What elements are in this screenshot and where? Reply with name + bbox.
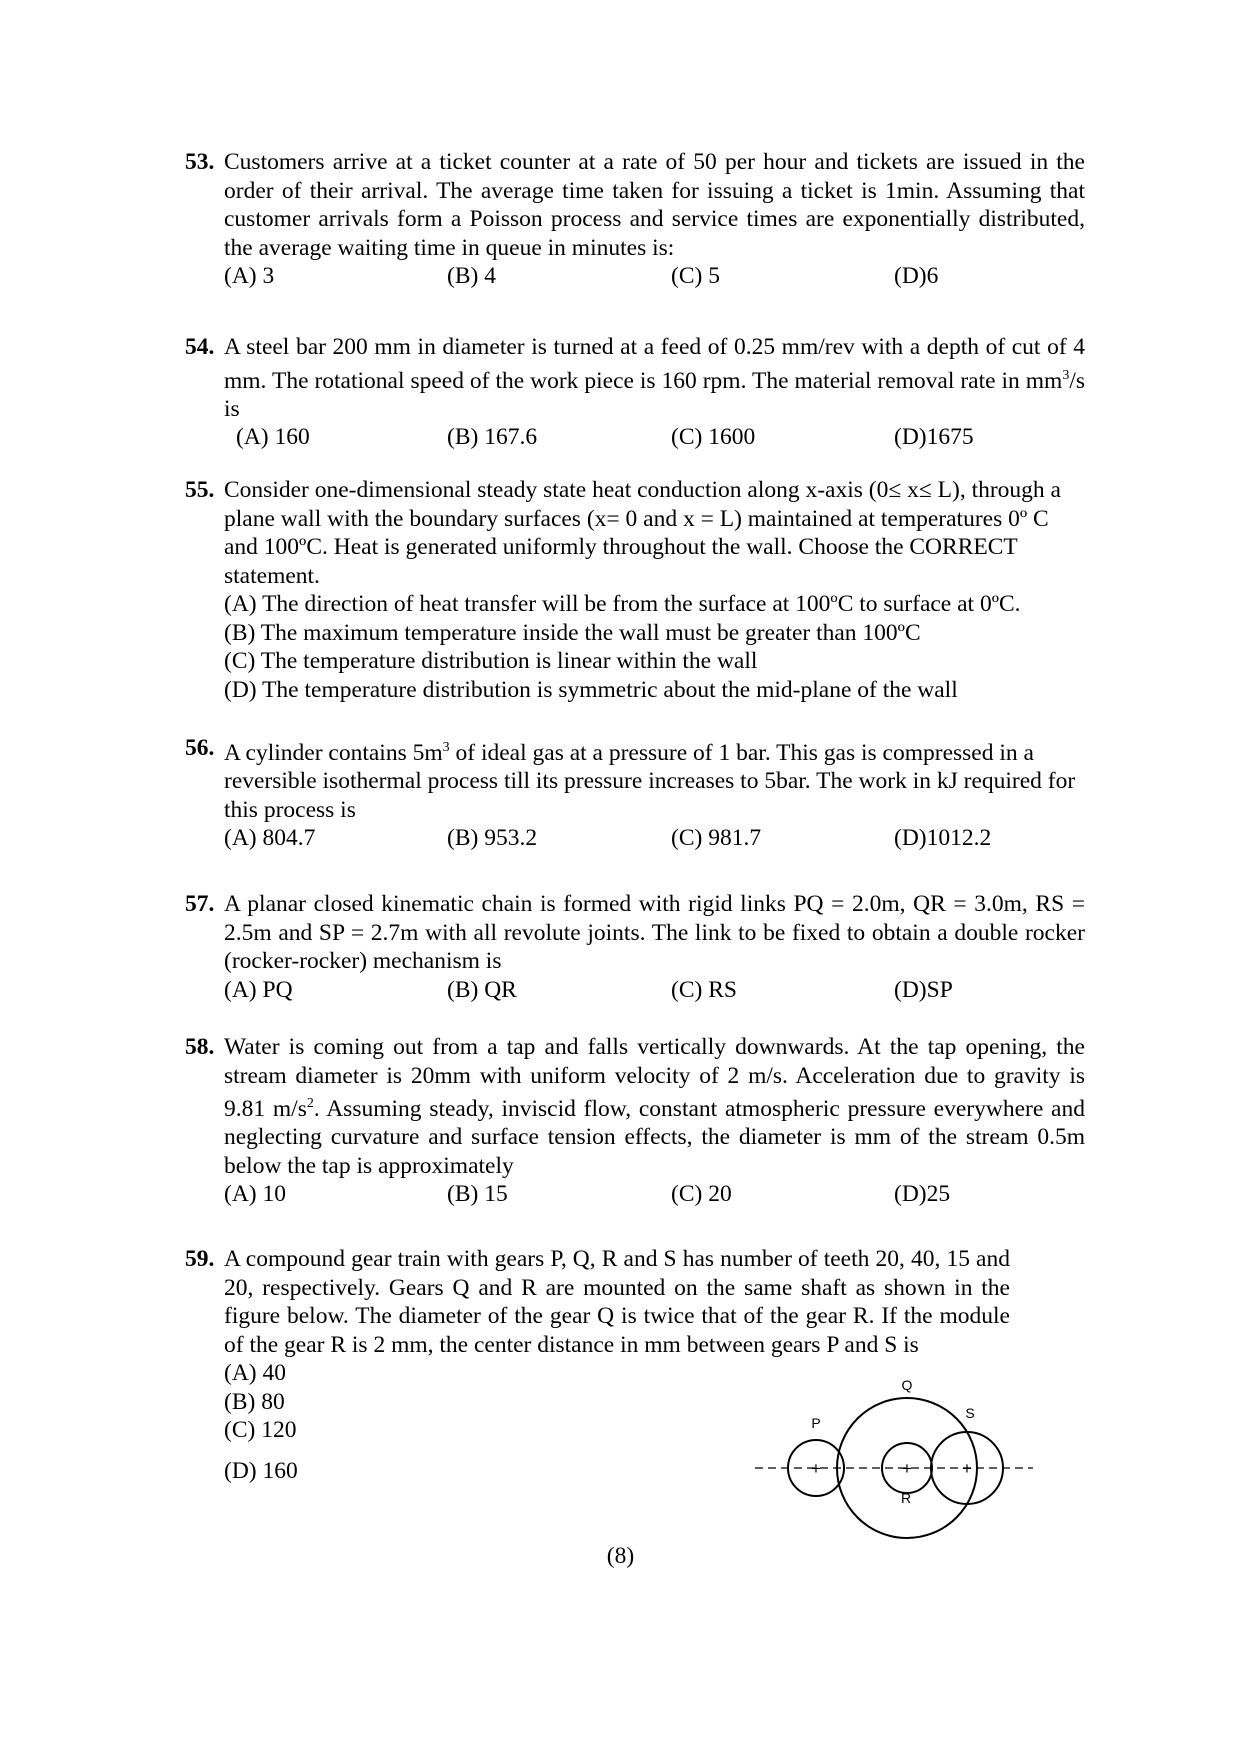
question-53 <box>185 148 1085 291</box>
options-row <box>236 423 1085 452</box>
option-a: (A) 3 <box>224 263 275 289</box>
option-c: (C) 981.7 <box>671 825 762 852</box>
gear-train-figure <box>755 1368 1035 1543</box>
option-d: (D)25 <box>894 1181 951 1208</box>
option-d: (D)1012.2 <box>894 825 992 852</box>
center-mark-q: + <box>902 1459 912 1478</box>
option-a: (A) 804.7 <box>224 825 316 852</box>
question-56 <box>185 734 1085 853</box>
options-row <box>224 976 1085 1005</box>
option-c: (C) The temperature distribution is linear within the wall <box>224 648 758 674</box>
option-c: (C) 20 <box>671 1181 732 1208</box>
question-number: 59. <box>185 1246 215 1272</box>
option-d: (D)SP <box>894 976 953 1003</box>
question-number: 55. <box>185 477 215 503</box>
option-b: (B) 80 <box>224 1388 285 1415</box>
option-c: (C) RS <box>671 976 737 1003</box>
question-number: 57. <box>185 891 215 917</box>
option-a: (A) The direction of heat transfer will be from the surface at 100ºC to surface at 0ºC. <box>224 591 1021 617</box>
option-a: (A) PQ <box>224 976 293 1003</box>
option-d: (D)1675 <box>894 424 974 451</box>
question-number: 56. <box>185 735 215 761</box>
question-number: 58. <box>185 1034 215 1060</box>
center-mark-s: + <box>962 1459 972 1478</box>
question-text: Consider one-dimensional steady state heat conduction along x-axis (0≤ x≤ L), through a plane wall with the boundary surfaces (x= 0 and x = L) maintained at temperatures 0º C and 100ºC. Heat is generated uniformly throughout the wall. Choose the CORRECT statement. <box>224 477 1061 589</box>
option-c: (C) 120 <box>224 1417 297 1443</box>
option-a: (A) 160 <box>236 424 310 451</box>
question-57 <box>185 890 1085 1005</box>
options-list <box>224 590 1085 704</box>
question-58 <box>185 1033 1085 1209</box>
question-text: Water is coming out from a tap and falls vertically downwards. At the tap opening, the stream diameter is 20mm with uniform velocity of 2 m/s. Acceleration due to gravity is 9.81 $m/s^2$. Assuming steady, inviscid flow, constant atmospheric pressure everywhere and neglecting curvature and surface tension effects, the diameter is mm of the stream 0.5m below the tap is approximately <box>224 1034 1085 1179</box>
option-b: (B) QR <box>447 976 517 1003</box>
question-text: Customers arrive at a ticket counter at a rate of 50 per hour and tickets are issued in the order of their arrival. The average time taken for issuing a ticket is 1min. Assuming that customer arrivals form a Poisson process and service times are exponentially distributed, the average waiting time in queue in minutes is: <box>224 149 1085 261</box>
label-r: R <box>900 1490 912 1506</box>
question-55 <box>185 476 1085 704</box>
option-b: (B) The maximum temperature inside the wall must be greater than 100ºC <box>224 619 921 646</box>
option-a: (A) 10 <box>224 1181 286 1208</box>
label-p: P <box>811 1415 821 1431</box>
question-text: A planar closed kinematic chain is formed with rigid links PQ = 2.0m, QR = 3.0m, RS = 2.5m and SP = 2.7m with all revolute joints. The link to be fixed to obtain a double rocker (rocker-rocker) mechanism is <box>224 891 1085 974</box>
question-number: 53. <box>185 149 215 175</box>
question-number: 54. <box>185 334 215 360</box>
options-row <box>224 1180 1085 1209</box>
option-d: (D)6 <box>894 263 939 289</box>
center-mark-p: + <box>811 1459 821 1478</box>
option-c: (C) 5 <box>671 263 720 289</box>
option-d: (D) The temperature distribution is symmetric about the mid-plane of the wall <box>224 676 958 703</box>
option-b: (B) 953.2 <box>447 825 538 852</box>
option-a: (A) 40 <box>224 1360 286 1386</box>
question-text: A steel bar 200 mm in diameter is turned at a feed of 0.25 mm/rev with a depth of cut of 4 mm. The rotational speed of the work piece is 160 rpm. The material removal rate in $mm^3/s$ is <box>224 334 1085 422</box>
question-text: A compound gear train with gears P, Q, R and S has number of teeth 20, 40, 15 and 20, respectively. Gears Q and R are mounted on the same shaft as shown in the figure below. The diameter of the gear Q is twice that of the gear R. If the module of the gear R is 2 mm, the center distance in mm between gears P and S is <box>224 1246 1010 1358</box>
options-row <box>224 262 1085 291</box>
option-b: (B) 167.6 <box>447 424 538 451</box>
question-text: A cylinder contains $5m^3$ of ideal gas at a pressure of 1 bar. This gas is compressed in a reversible isothermal process till its pressure increases to 5bar. The work in kJ required for this process is <box>224 739 1076 823</box>
option-d: (D) 160 <box>224 1457 298 1484</box>
option-b: (B) 15 <box>447 1181 508 1208</box>
question-54 <box>185 333 1085 452</box>
option-c: (C) 1600 <box>671 424 756 451</box>
option-b: (B) 4 <box>447 263 496 289</box>
options-row <box>224 824 1085 853</box>
label-q: Q <box>901 1377 913 1393</box>
page-number: (8) <box>606 1543 635 1569</box>
label-s: S <box>965 1405 975 1421</box>
